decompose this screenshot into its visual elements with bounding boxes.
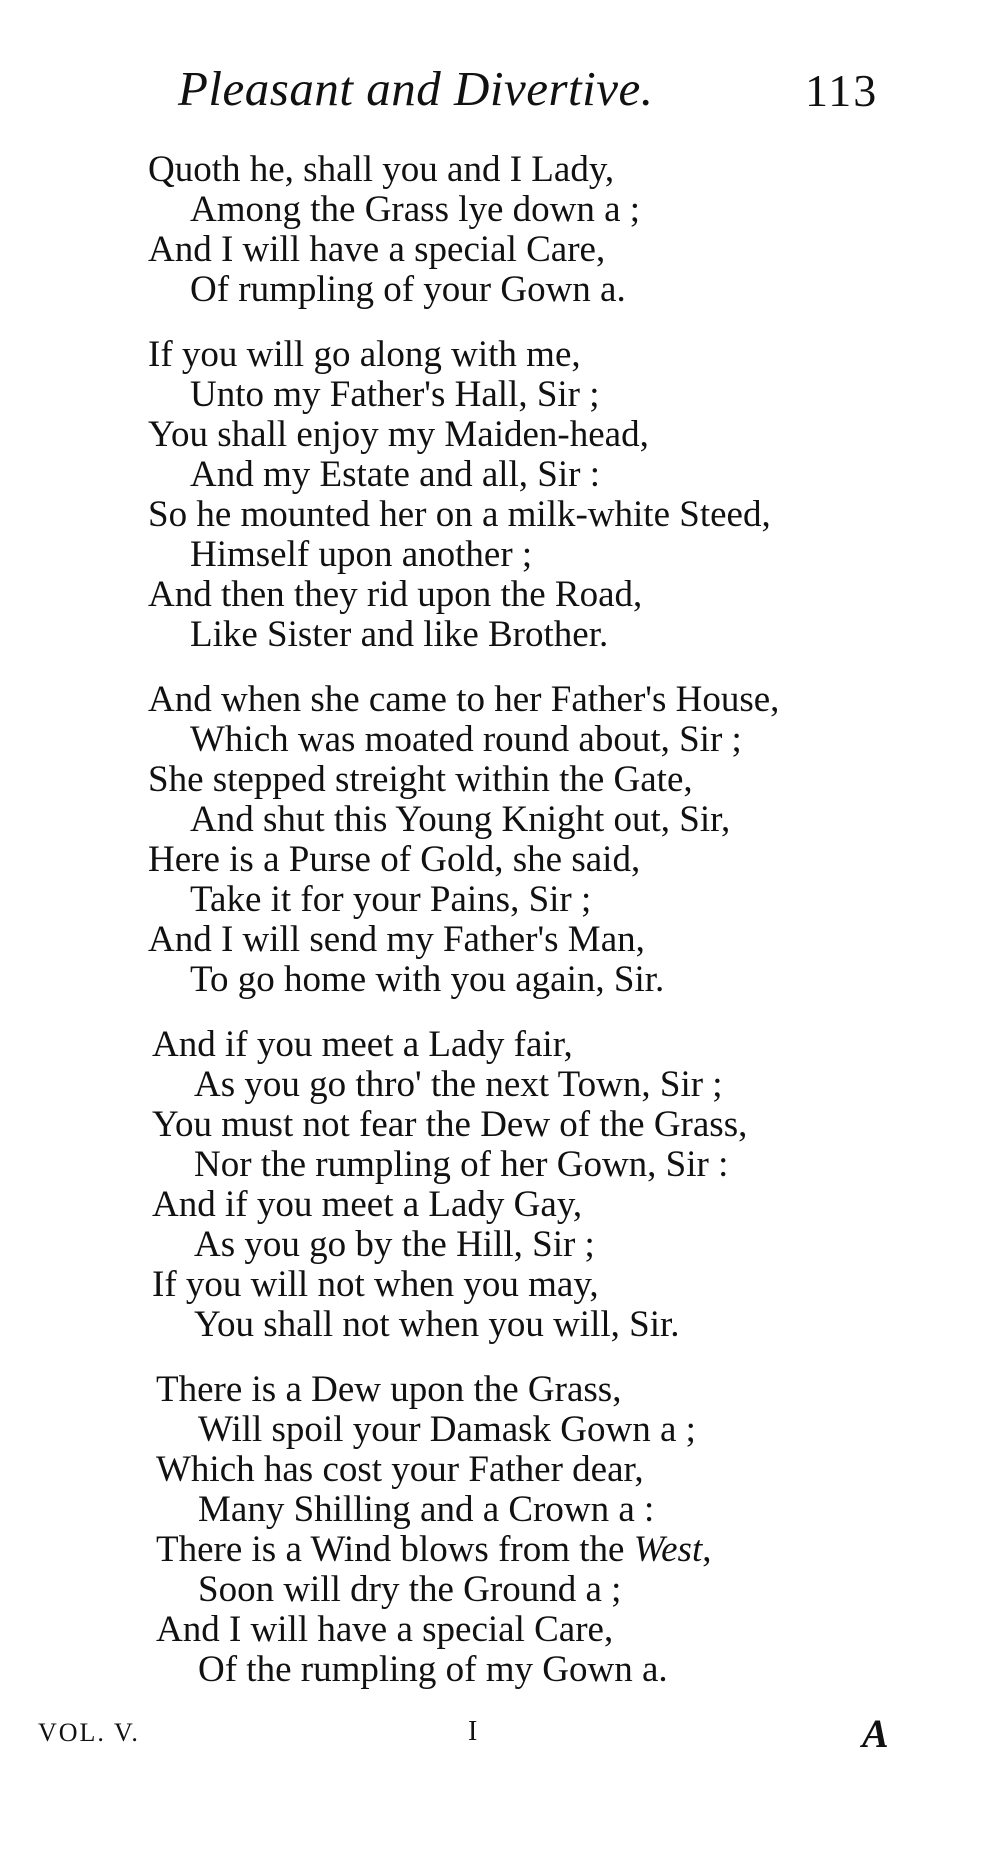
page-footer xyxy=(0,1712,1002,1762)
italic-word: West xyxy=(633,1529,703,1570)
signature-mark: I xyxy=(468,1716,478,1747)
verse-line: Of the rumpling of my Gown a. xyxy=(198,1649,668,1690)
verse-line: Himself upon another ; xyxy=(190,534,533,575)
verse-line: And shut this Young Knight out, Sir, xyxy=(190,799,731,840)
stanza xyxy=(156,1370,978,1690)
verse-line: Unto my Father's Hall, Sir ; xyxy=(190,374,600,415)
verse-line: Among the Grass lye down a ; xyxy=(190,189,641,230)
sheet-letter: A xyxy=(862,1711,889,1756)
volume-label: VOL. V. xyxy=(38,1718,140,1747)
verse-line: Nor the rumpling of her Gown, Sir : xyxy=(194,1144,729,1185)
verse-line: And I will have a special Care, xyxy=(148,229,606,270)
verse-line: And my Estate and all, Sir : xyxy=(190,454,601,495)
verse-line xyxy=(156,1530,978,1570)
poem-text xyxy=(148,150,978,1715)
verse-line: As you go by the Hill, Sir ; xyxy=(194,1224,595,1265)
verse-line: Many Shilling and a Crown a : xyxy=(198,1489,655,1530)
verse-line: As you go thro' the next Town, Sir ; xyxy=(194,1064,723,1105)
verse-line: And I will send my Father's Man, xyxy=(148,919,645,960)
verse-line: Like Sister and like Brother. xyxy=(190,614,609,655)
stanza xyxy=(148,150,978,310)
verse-line: There is a Dew upon the Grass, xyxy=(156,1369,622,1410)
verse-line: So he mounted her on a milk-white Steed, xyxy=(148,494,771,535)
verse-line: Soon will dry the Ground a ; xyxy=(198,1569,622,1610)
stanza xyxy=(148,335,978,655)
verse-line: You shall enjoy my Maiden-head, xyxy=(148,414,649,455)
verse-line-text: There is a Wind blows from the xyxy=(156,1529,634,1570)
verse-line: Will spoil your Damask Gown a ; xyxy=(198,1409,696,1450)
verse-line: You must not fear the Dew of the Grass, xyxy=(152,1104,748,1145)
verse-line: To go home with you again, Sir. xyxy=(190,959,665,1000)
stanza xyxy=(148,680,978,1000)
verse-line: If you will go along with me, xyxy=(148,334,581,375)
verse-line: Take it for your Pains, Sir ; xyxy=(190,879,592,920)
verse-line: Which has cost your Father dear, xyxy=(156,1449,644,1490)
verse-line: And then they rid upon the Road, xyxy=(148,574,643,615)
verse-line: And I will have a special Care, xyxy=(156,1609,614,1650)
running-title: Pleasant and Divertive. xyxy=(178,61,654,116)
verse-line: You shall not when you will, Sir. xyxy=(194,1304,680,1345)
verse-line: Which was moated round about, Sir ; xyxy=(190,719,742,760)
verse-line: Quoth he, shall you and I Lady, xyxy=(148,149,615,190)
verse-line: If you will not when you may, xyxy=(152,1264,599,1305)
verse-line: Of rumpling of your Gown a. xyxy=(190,269,626,310)
verse-line: And if you meet a Lady Gay, xyxy=(152,1184,583,1225)
verse-line: And if you meet a Lady fair, xyxy=(152,1024,573,1065)
stanza xyxy=(152,1025,978,1345)
verse-line: And when she came to her Father's House, xyxy=(148,679,780,720)
page-number: 113 xyxy=(805,65,879,116)
running-head xyxy=(0,52,1002,122)
verse-line: She stepped streight within the Gate, xyxy=(148,759,693,800)
verse-line: Here is a Purse of Gold, she said, xyxy=(148,839,641,880)
italic-word-punctuation: , xyxy=(702,1529,712,1570)
